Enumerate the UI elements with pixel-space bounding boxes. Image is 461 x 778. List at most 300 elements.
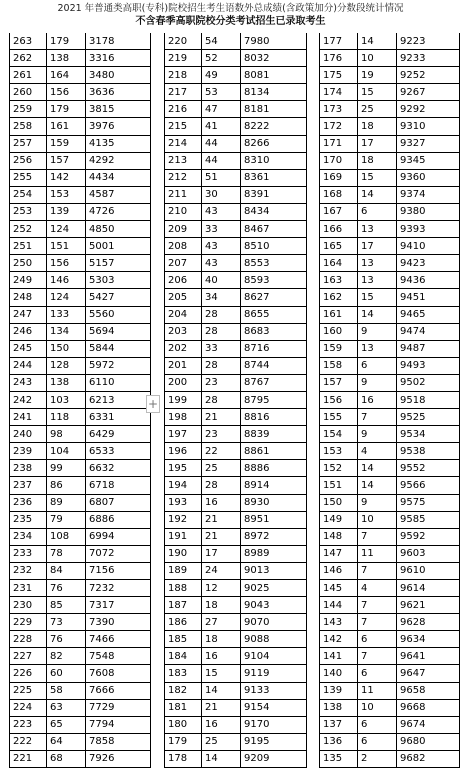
table-row: [10, 648, 151, 665]
cumulative-cell: 9360: [397, 169, 460, 186]
score-cell: 198: [165, 409, 202, 426]
score-cell: 211: [165, 186, 202, 203]
count-cell: 138: [47, 50, 86, 67]
count-cell: 58: [47, 682, 86, 699]
table-row: [320, 67, 460, 84]
score-cell: 204: [165, 306, 202, 323]
table-row: [320, 340, 460, 357]
score-cell: 181: [165, 699, 202, 716]
table-row: [165, 477, 307, 494]
count-cell: 103: [47, 391, 86, 408]
table-row: [165, 221, 307, 238]
cumulative-cell: 9680: [397, 733, 460, 750]
table-row: [165, 50, 307, 67]
count-cell: 68: [47, 750, 86, 767]
score-cell: 171: [320, 135, 358, 152]
score-cell: 237: [10, 477, 47, 494]
count-cell: 7: [358, 614, 397, 631]
count-cell: 13: [358, 340, 397, 357]
cumulative-cell: 8134: [241, 84, 307, 101]
table-row: [10, 597, 151, 614]
cumulative-cell: 9465: [397, 306, 460, 323]
table-row: [320, 699, 460, 716]
table-row: [320, 50, 460, 67]
cumulative-cell: 3815: [86, 101, 151, 118]
count-cell: 18: [358, 118, 397, 135]
table-row: [165, 443, 307, 460]
score-cell: 235: [10, 511, 47, 528]
table-row: [320, 631, 460, 648]
cumulative-cell: 9327: [397, 135, 460, 152]
table-row: [165, 84, 307, 101]
score-cell: 220: [165, 33, 202, 50]
table-row: [10, 255, 151, 272]
cumulative-cell: 8795: [241, 391, 307, 408]
score-table-column-1: [9, 33, 151, 768]
score-cell: 135: [320, 750, 358, 767]
count-cell: 79: [47, 511, 86, 528]
score-cell: 240: [10, 426, 47, 443]
cumulative-cell: 9674: [397, 716, 460, 733]
expand-button[interactable]: +: [147, 397, 159, 411]
cumulative-cell: 9119: [241, 665, 307, 682]
table-row: [165, 597, 307, 614]
count-cell: 118: [47, 409, 86, 426]
score-cell: 143: [320, 614, 358, 631]
count-cell: 18: [202, 597, 241, 614]
score-cell: 217: [165, 84, 202, 101]
table-row: [10, 152, 151, 169]
cumulative-cell: 9252: [397, 67, 460, 84]
score-cell: 184: [165, 648, 202, 665]
table-row: [165, 255, 307, 272]
cumulative-cell: 9088: [241, 631, 307, 648]
count-cell: 76: [47, 580, 86, 597]
cumulative-cell: 7548: [86, 648, 151, 665]
score-cell: 146: [320, 562, 358, 579]
table-row: [165, 562, 307, 579]
count-cell: 159: [47, 135, 86, 152]
score-cell: 153: [320, 443, 358, 460]
table-row: [165, 340, 307, 357]
score-cell: 263: [10, 33, 47, 50]
count-cell: 13: [358, 221, 397, 238]
score-cell: 225: [10, 682, 47, 699]
table-row: [165, 152, 307, 169]
table-row: [10, 631, 151, 648]
score-cell: 185: [165, 631, 202, 648]
count-cell: 128: [47, 357, 86, 374]
table-row: [320, 409, 460, 426]
cumulative-cell: 8839: [241, 426, 307, 443]
table-row: [165, 665, 307, 682]
score-cell: 189: [165, 562, 202, 579]
table-row: [165, 528, 307, 545]
score-cell: 193: [165, 494, 202, 511]
table-row: [10, 750, 151, 767]
score-cell: 262: [10, 50, 47, 67]
cumulative-cell: 8767: [241, 374, 307, 391]
count-cell: 25: [202, 733, 241, 750]
table-row: [320, 477, 460, 494]
cumulative-cell: 7794: [86, 716, 151, 733]
table-row: [10, 682, 151, 699]
table-row: [165, 614, 307, 631]
score-cell: 222: [10, 733, 47, 750]
count-cell: 43: [202, 238, 241, 255]
score-cell: 148: [320, 528, 358, 545]
table-row: [320, 443, 460, 460]
count-cell: 53: [202, 84, 241, 101]
table-row: [165, 409, 307, 426]
table-row: [320, 135, 460, 152]
table-row: [10, 665, 151, 682]
cumulative-cell: 9518: [397, 391, 460, 408]
cumulative-cell: 8861: [241, 443, 307, 460]
count-cell: 14: [358, 477, 397, 494]
table-row: [320, 272, 460, 289]
table-row: [10, 169, 151, 186]
count-cell: 9: [358, 374, 397, 391]
cumulative-cell: 8222: [241, 118, 307, 135]
score-cell: 230: [10, 597, 47, 614]
cumulative-cell: 6632: [86, 460, 151, 477]
count-cell: 12: [202, 580, 241, 597]
count-cell: 17: [358, 238, 397, 255]
cumulative-cell: 9585: [397, 511, 460, 528]
table-row: [320, 169, 460, 186]
count-cell: 138: [47, 374, 86, 391]
count-cell: 98: [47, 426, 86, 443]
table-row: [320, 186, 460, 203]
count-cell: 43: [202, 255, 241, 272]
score-cell: 207: [165, 255, 202, 272]
score-cell: 260: [10, 84, 47, 101]
count-cell: 157: [47, 152, 86, 169]
table-row: [10, 203, 151, 220]
count-cell: 25: [202, 460, 241, 477]
count-cell: 23: [202, 426, 241, 443]
cumulative-cell: 9538: [397, 443, 460, 460]
score-cell: 151: [320, 477, 358, 494]
count-cell: 76: [47, 631, 86, 648]
score-cell: 190: [165, 545, 202, 562]
table-row: [165, 426, 307, 443]
score-cell: 221: [10, 750, 47, 767]
cumulative-cell: 8310: [241, 152, 307, 169]
count-cell: 9: [358, 494, 397, 511]
table-row: [320, 357, 460, 374]
score-cell: 199: [165, 391, 202, 408]
score-cell: 205: [165, 289, 202, 306]
score-cell: 172: [320, 118, 358, 135]
page-subtitle: 不含春季高职院校分类考试招生已录取考生: [135, 16, 326, 27]
table-row: [165, 460, 307, 477]
count-cell: 21: [202, 511, 241, 528]
score-cell: 216: [165, 101, 202, 118]
cumulative-cell: 4292: [86, 152, 151, 169]
cumulative-cell: 9104: [241, 648, 307, 665]
score-cell: 203: [165, 323, 202, 340]
cumulative-cell: 8716: [241, 340, 307, 357]
count-cell: 15: [358, 84, 397, 101]
table-row: [320, 118, 460, 135]
cumulative-cell: 6110: [86, 374, 151, 391]
count-cell: 6: [358, 716, 397, 733]
score-cell: 166: [320, 221, 358, 238]
table-row: [165, 733, 307, 750]
table-row: [320, 733, 460, 750]
count-cell: 15: [358, 289, 397, 306]
cumulative-cell: 8391: [241, 186, 307, 203]
cumulative-cell: 9566: [397, 477, 460, 494]
count-cell: 99: [47, 460, 86, 477]
score-cell: 201: [165, 357, 202, 374]
cumulative-cell: 8951: [241, 511, 307, 528]
table-row: [165, 33, 307, 50]
table-row: [10, 33, 151, 50]
table-row: [165, 545, 307, 562]
score-cell: 229: [10, 614, 47, 631]
table-row: [165, 118, 307, 135]
count-cell: 17: [202, 545, 241, 562]
score-cell: 156: [320, 391, 358, 408]
table-row: [320, 460, 460, 477]
score-cell: 248: [10, 289, 47, 306]
count-cell: 17: [358, 135, 397, 152]
score-cell: 161: [320, 306, 358, 323]
cumulative-cell: 8816: [241, 409, 307, 426]
count-cell: 151: [47, 238, 86, 255]
table-row: [165, 494, 307, 511]
table-row: [320, 306, 460, 323]
cumulative-cell: 9374: [397, 186, 460, 203]
score-cell: 174: [320, 84, 358, 101]
table-row: [320, 545, 460, 562]
score-cell: 168: [320, 186, 358, 203]
count-cell: 24: [202, 562, 241, 579]
table-row: [10, 135, 151, 152]
cumulative-cell: 8989: [241, 545, 307, 562]
table-row: [10, 733, 151, 750]
score-cell: 254: [10, 186, 47, 203]
cumulative-cell: 8181: [241, 101, 307, 118]
table-row: [165, 699, 307, 716]
count-cell: 73: [47, 614, 86, 631]
cumulative-cell: 9658: [397, 682, 460, 699]
table-row: [165, 682, 307, 699]
score-cell: 160: [320, 323, 358, 340]
page-title: 2021 年普通类高职(专科)院校招生考生语数外总成绩(含政策加分)分数段统计情况: [57, 3, 404, 14]
table-row: [10, 443, 151, 460]
score-cell: 155: [320, 409, 358, 426]
cumulative-cell: 9393: [397, 221, 460, 238]
table-row: [165, 391, 307, 408]
table-row: [320, 494, 460, 511]
table-row: [10, 580, 151, 597]
count-cell: 14: [202, 682, 241, 699]
cumulative-cell: 9641: [397, 648, 460, 665]
count-cell: 43: [202, 203, 241, 220]
score-cell: 209: [165, 221, 202, 238]
count-cell: 6: [358, 665, 397, 682]
table-row: [320, 580, 460, 597]
table-row: [10, 477, 151, 494]
cumulative-cell: 5303: [86, 272, 151, 289]
table-row: [10, 511, 151, 528]
table-row: [10, 272, 151, 289]
score-cell: 177: [320, 33, 358, 50]
cumulative-cell: 9592: [397, 528, 460, 545]
score-cell: 252: [10, 221, 47, 238]
cumulative-cell: 9525: [397, 409, 460, 426]
count-cell: 21: [202, 528, 241, 545]
cumulative-cell: 8655: [241, 306, 307, 323]
cumulative-cell: 9634: [397, 631, 460, 648]
count-cell: 124: [47, 289, 86, 306]
count-cell: 14: [358, 306, 397, 323]
cumulative-cell: 9502: [397, 374, 460, 391]
count-cell: 10: [358, 511, 397, 528]
table-row: [10, 699, 151, 716]
table-row: [320, 562, 460, 579]
count-cell: 52: [202, 50, 241, 67]
score-cell: 247: [10, 306, 47, 323]
count-cell: 11: [358, 545, 397, 562]
score-cell: 213: [165, 152, 202, 169]
count-cell: 16: [202, 648, 241, 665]
cumulative-cell: 9154: [241, 699, 307, 716]
cumulative-cell: 9013: [241, 562, 307, 579]
cumulative-cell: 9647: [397, 665, 460, 682]
count-cell: 21: [202, 699, 241, 716]
table-row: [165, 631, 307, 648]
count-cell: 4: [358, 443, 397, 460]
count-cell: 60: [47, 665, 86, 682]
score-cell: 183: [165, 665, 202, 682]
table-row: [320, 750, 460, 767]
cumulative-cell: 5001: [86, 238, 151, 255]
count-cell: 179: [47, 33, 86, 50]
score-cell: 261: [10, 67, 47, 84]
table-row: [165, 306, 307, 323]
table-row: [320, 221, 460, 238]
count-cell: 4: [358, 580, 397, 597]
cumulative-cell: 5694: [86, 323, 151, 340]
table-row: [10, 562, 151, 579]
score-cell: 206: [165, 272, 202, 289]
score-cell: 138: [320, 699, 358, 716]
count-cell: 108: [47, 528, 86, 545]
count-cell: 16: [358, 391, 397, 408]
count-cell: 63: [47, 699, 86, 716]
cumulative-cell: 8510: [241, 238, 307, 255]
score-cell: 210: [165, 203, 202, 220]
score-cell: 256: [10, 152, 47, 169]
score-cell: 226: [10, 665, 47, 682]
score-cell: 258: [10, 118, 47, 135]
count-cell: 133: [47, 306, 86, 323]
table-row: [10, 306, 151, 323]
cumulative-cell: 8553: [241, 255, 307, 272]
cumulative-cell: 4587: [86, 186, 151, 203]
score-cell: 159: [320, 340, 358, 357]
count-cell: 40: [202, 272, 241, 289]
cumulative-cell: 8467: [241, 221, 307, 238]
table-row: [320, 716, 460, 733]
score-cell: 244: [10, 357, 47, 374]
cumulative-cell: 8627: [241, 289, 307, 306]
table-row: [165, 750, 307, 767]
count-cell: 150: [47, 340, 86, 357]
count-cell: 33: [202, 221, 241, 238]
count-cell: 49: [202, 67, 241, 84]
table-row: [10, 716, 151, 733]
table-row: [165, 648, 307, 665]
count-cell: 51: [202, 169, 241, 186]
table-row: [165, 511, 307, 528]
count-cell: 2: [358, 750, 397, 767]
count-cell: 28: [202, 306, 241, 323]
count-cell: 153: [47, 186, 86, 203]
count-cell: 16: [202, 494, 241, 511]
count-cell: 142: [47, 169, 86, 186]
score-cell: 145: [320, 580, 358, 597]
count-cell: 7: [358, 562, 397, 579]
table-row: [165, 203, 307, 220]
count-cell: 10: [358, 50, 397, 67]
count-cell: 28: [202, 323, 241, 340]
table-row: [320, 391, 460, 408]
cumulative-cell: 3636: [86, 84, 151, 101]
score-cell: 165: [320, 238, 358, 255]
score-cell: 233: [10, 545, 47, 562]
cumulative-cell: 8972: [241, 528, 307, 545]
cumulative-cell: 3178: [86, 33, 151, 50]
score-cell: 236: [10, 494, 47, 511]
cumulative-cell: 9474: [397, 323, 460, 340]
count-cell: 179: [47, 101, 86, 118]
table-row: [10, 357, 151, 374]
count-cell: 82: [47, 648, 86, 665]
cumulative-cell: 9310: [397, 118, 460, 135]
table-row: [10, 50, 151, 67]
cumulative-cell: 8886: [241, 460, 307, 477]
count-cell: 164: [47, 67, 86, 84]
count-cell: 85: [47, 597, 86, 614]
table-row: [10, 323, 151, 340]
score-cell: 245: [10, 340, 47, 357]
cumulative-cell: 7072: [86, 545, 151, 562]
table-row: [320, 84, 460, 101]
table-row: [320, 665, 460, 682]
table-row: [10, 494, 151, 511]
cumulative-cell: 9223: [397, 33, 460, 50]
table-row: [10, 460, 151, 477]
cumulative-cell: 9552: [397, 460, 460, 477]
score-cell: 249: [10, 272, 47, 289]
cumulative-cell: 6718: [86, 477, 151, 494]
count-cell: 86: [47, 477, 86, 494]
count-cell: 78: [47, 545, 86, 562]
count-cell: 64: [47, 733, 86, 750]
count-cell: 6: [358, 733, 397, 750]
table-row: [320, 101, 460, 118]
count-cell: 21: [202, 409, 241, 426]
cumulative-cell: 4850: [86, 221, 151, 238]
table-row: [320, 33, 460, 50]
table-row: [165, 169, 307, 186]
